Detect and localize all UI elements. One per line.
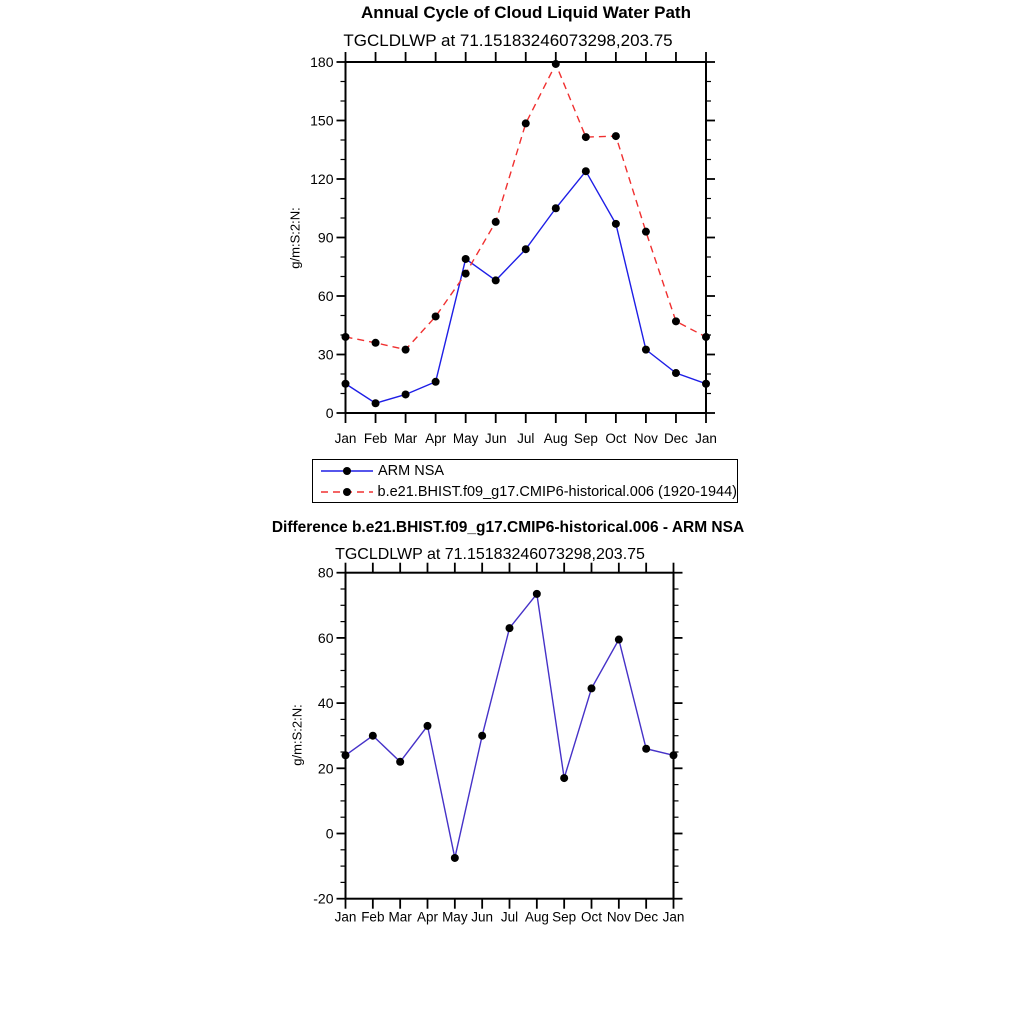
data-point-marker (402, 346, 410, 354)
y-tick-label: 150 (310, 112, 334, 129)
x-tick-label: Jun (471, 909, 494, 925)
data-point-marker (451, 854, 459, 862)
data-point-marker (672, 369, 680, 377)
legend (312, 459, 738, 503)
top-chart-subtitle: TGCLDLWP at 71.15183246073298,203.75 (343, 31, 673, 50)
x-tick-label: Oct (605, 431, 627, 446)
y-tick-label: 80 (317, 564, 334, 581)
bottom-chart-title: Difference b.e21.BHIST.f09_g17.CMIP6-historical.006 - ARM NSA (271, 519, 745, 536)
data-point-marker (702, 380, 710, 388)
data-point-marker (522, 119, 530, 127)
series-line (346, 171, 707, 403)
plot-frame (346, 573, 674, 899)
y-tick-label: 0 (325, 825, 334, 842)
data-point-marker (642, 346, 650, 354)
data-point-marker (560, 774, 568, 782)
legend-line-sample-dashed (318, 482, 376, 502)
x-tick-label: May (452, 431, 479, 446)
data-point-marker (582, 167, 590, 175)
data-point-marker (492, 218, 500, 226)
data-point-marker (582, 133, 590, 141)
x-tick-label: Jan (662, 909, 685, 925)
data-point-marker (552, 60, 560, 68)
data-point-marker (642, 228, 650, 236)
data-point-marker (478, 732, 486, 740)
data-point-marker (492, 276, 500, 284)
y-tick-label: 0 (325, 405, 334, 421)
legend-line-sample-solid (318, 461, 376, 481)
plot-frame (346, 62, 707, 413)
data-point-marker (342, 380, 350, 388)
data-point-marker (462, 255, 470, 263)
data-point-marker (670, 751, 678, 759)
x-tick-label: Sep (552, 909, 577, 925)
legend-sample-marker-icon (343, 467, 351, 475)
legend-label-arm-nsa: ARM NSA (378, 462, 445, 479)
y-tick-label: 90 (317, 229, 334, 246)
data-point-marker (672, 317, 680, 325)
x-tick-label: Jan (695, 431, 717, 446)
data-point-marker (588, 684, 596, 692)
data-point-marker (533, 590, 541, 598)
bottom-chart-subtitle: TGCLDLWP at 71.15183246073298,203.75 (335, 546, 645, 563)
x-tick-label: Nov (633, 431, 658, 446)
bottom-chart-y-axis-title: g/m:S:2:N: (289, 704, 305, 766)
x-tick-label: Jan (334, 909, 357, 925)
y-tick-label: 30 (317, 346, 334, 363)
series-line (346, 594, 674, 858)
x-tick-label: Jun (484, 431, 507, 446)
x-tick-label: Jul (517, 431, 535, 446)
data-point-marker (369, 732, 377, 740)
x-tick-label: Aug (543, 431, 568, 446)
data-point-marker (342, 333, 350, 341)
x-tick-label: Jan (334, 431, 357, 446)
data-point-marker (506, 624, 514, 632)
legend-label-model: b.e21.BHIST.f09_g17.CMIP6-historical.006 (1920-1944) (377, 483, 737, 500)
legend-item-arm-nsa (313, 460, 737, 481)
x-tick-label: Jul (500, 909, 519, 925)
legend-sample-marker-icon (343, 488, 351, 496)
data-point-marker (615, 636, 623, 644)
data-point-marker (522, 245, 530, 253)
y-tick-label: 60 (317, 288, 334, 304)
x-tick-label: Dec (663, 431, 688, 446)
series-line (346, 64, 707, 350)
data-point-marker (462, 270, 470, 278)
data-point-marker (642, 745, 650, 753)
data-point-marker (342, 751, 350, 759)
x-tick-label: May (442, 909, 468, 925)
x-tick-label: Sep (573, 431, 598, 446)
top-chart-title: Annual Cycle of Cloud Liquid Water Path (361, 3, 691, 22)
data-point-marker (552, 204, 560, 212)
x-tick-label: Mar (388, 909, 412, 925)
y-tick-label: 40 (317, 695, 334, 712)
data-point-marker (372, 339, 380, 347)
annual-cycle-chart-svg (0, 0, 1024, 460)
x-tick-label: Feb (363, 431, 388, 446)
y-tick-label: 120 (310, 171, 334, 187)
x-tick-label: Feb (361, 909, 385, 925)
data-point-marker (396, 758, 404, 766)
data-point-marker (424, 722, 432, 730)
x-tick-label: Oct (580, 909, 603, 925)
x-tick-label: Dec (634, 909, 659, 925)
data-point-marker (612, 220, 620, 228)
y-tick-label: 20 (317, 760, 334, 777)
data-point-marker (702, 333, 710, 341)
x-tick-label: Nov (606, 909, 631, 925)
y-tick-label: -20 (313, 890, 334, 907)
y-tick-label: 180 (310, 54, 334, 70)
x-tick-label: Mar (393, 431, 418, 446)
data-point-marker (432, 378, 440, 386)
top-chart-y-axis-title: g/m:S:2:N: (287, 207, 303, 269)
difference-chart-svg (0, 510, 1024, 935)
legend-item-model (313, 481, 737, 502)
data-point-marker (372, 399, 380, 407)
data-point-marker (612, 132, 620, 140)
y-tick-label: 60 (317, 629, 334, 646)
x-tick-label: Aug (524, 909, 549, 925)
x-tick-label: Apr (425, 431, 447, 446)
x-tick-label: Apr (416, 909, 439, 925)
data-point-marker (432, 312, 440, 320)
data-point-marker (402, 390, 410, 398)
